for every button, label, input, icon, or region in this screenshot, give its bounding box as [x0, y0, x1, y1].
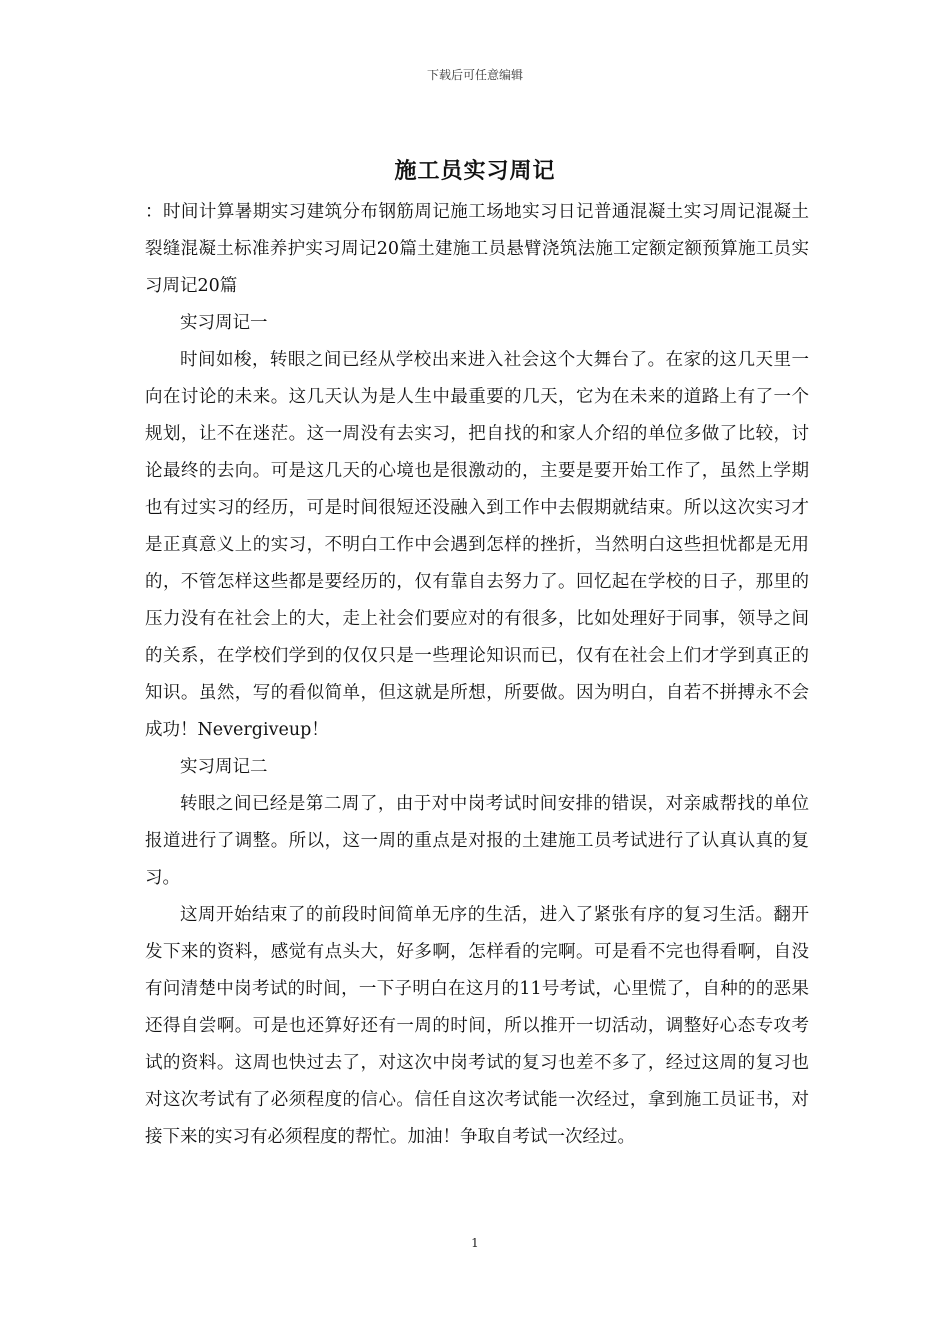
section-2-paragraph-2: 这周开始结束了的前段时间简单无序的生活，进入了紧张有序的复习生活。翻开发下来的资料，感觉有点头大，好多啊，怎样看的完啊。可是看不完也得看啊，自没有问清楚中岗考试的时间，一下子明白在这月的11号考试，心里慌了，自种的的恶果还得自尝啊。可是也还算好还有一周的时间，所以推开一切活动，调整好心态专攻考试的资料。这周也快过去了，对这次中岗考试的复习也差不多了，经过这周的复习也对这次考试有了必须程度的信心。信任自这次考试能一次经过，拿到施工员证书，对接下来的实习有必须程度的帮忙。加油！争取自考试一次经过。 — [145, 905, 809, 1147]
section-1-paragraph-1: 时间如梭，转眼之间已经从学校出来进入社会这个大舞台了。在家的这几天里一向在讨论的未来。这几天认为是人生中最重要的几天，它为在未来的道路上有了一个规划，让不在迷茫。这一周没有去实习，把自找的和家人介绍的单位多做了比较，讨论最终的去向。可是这几天的心境也是很激动的，主要是要开始工作了，虽然上学期也有过实习的经历，可是时间很短还没融入到工作中去假期就结束。所以这次实习才是正真意义上的实习，不明白工作中会遇到怎样的挫折，当然明白这些担忧都是无用的，不管怎样这些都是要经历的，仅有靠自去努力了。回忆起在学校的日子，那里的压力没有在社会上的大，走上社会们要应对的有很多，比如处理好于同事，领导之间的关系，在学校们学到的仅仅只是一些理论知识而已，仅有在社会上们才学到真正的知识。虽然，写的看似简单，但这就是所想，所要做。因为明白，自若不拼搏永不会成功！Nevergiveup！ — [145, 350, 809, 740]
section-heading-1: 实习周记一 — [180, 313, 268, 333]
keywords-paragraph: ：时间计算暑期实习建筑分布钢筋周记施工场地实习日记普通混凝土实习周记混凝土裂缝混凝土标准养护实习周记20篇土建施工员悬臂浇筑法施工定额定额预算施工员实习周记20篇 — [145, 202, 809, 296]
header-note: 下载后可任意编辑 — [426, 68, 523, 82]
page-number: 1 — [471, 1236, 479, 1250]
document-title: 施工员实习周记 — [394, 158, 556, 184]
section-heading-2: 实习周记二 — [180, 757, 268, 777]
section-2-paragraph-1: 转眼之间已经是第二周了，由于对中岗考试时间安排的错误，对亲戚帮找的单位报道进行了调整。所以，这一周的重点是对报的土建施工员考试进行了认真认真的复习。 — [145, 794, 809, 888]
document-body — [145, 194, 809, 1156]
